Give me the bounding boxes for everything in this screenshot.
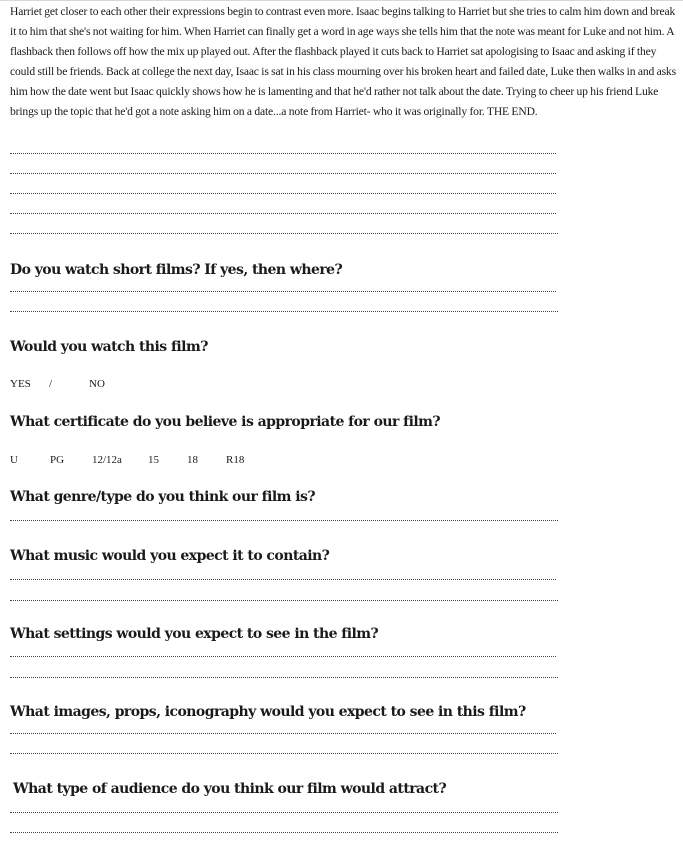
question-settings: What settings would you expect to see in the film?	[10, 626, 379, 642]
answer-line[interactable]	[10, 656, 556, 657]
question-music: What music would you expect it to contain?	[10, 548, 330, 564]
question-short-films: Do you watch short films? If yes, then where?	[10, 262, 343, 278]
answer-line[interactable]	[10, 733, 556, 734]
answer-line[interactable]	[10, 832, 558, 833]
option-separator: /	[49, 378, 53, 390]
question-images: What images, props, iconography would you expect to see in this film?	[10, 704, 526, 720]
answer-line[interactable]	[10, 600, 558, 601]
certificate-option-u[interactable]: U	[10, 454, 18, 466]
answer-line[interactable]	[10, 193, 556, 194]
answer-line[interactable]	[10, 291, 556, 292]
answer-line[interactable]	[10, 579, 556, 580]
option-no[interactable]: NO	[89, 378, 105, 390]
answer-line[interactable]	[10, 311, 558, 312]
answer-line[interactable]	[10, 677, 558, 678]
question-genre: What genre/type do you think our film is?	[10, 489, 315, 505]
film-synopsis: Harriet get closer to each other their expressions begin to contrast even more. Isaac begins talking to Harriet but she tries to calm him down and break it to him that she's not waiting for him. When Harriet can finally get a word in age ways she tells him that the note was meant for Luke and not him. A flashback then follows off how the mix up played out. After the flashback played it cuts back to Harriet sat apologising to Isaac and asking if they could still be friends. Back at college the next day, Isaac is sat in his class mourning over his broken heart and failed date, Luke then walks in and asks him how the date went but Isaac quickly shows how he is lamenting and that he'd rather not talk about the date. Trying to cheer up his friend Luke brings up the topic that he'd got a note asking him on a date...a note from Harriet- who it was originally for. THE END.	[10, 5, 676, 118]
certificate-option-18[interactable]: 18	[187, 454, 198, 466]
answer-line[interactable]	[10, 233, 558, 234]
certificate-option-12[interactable]: 12/12a	[92, 454, 122, 466]
question-audience: What type of audience do you think our film would attract?	[13, 781, 447, 797]
answer-line[interactable]	[10, 753, 558, 754]
answer-line[interactable]	[10, 812, 558, 813]
top-divider	[0, 0, 683, 1]
certificate-option-pg[interactable]: PG	[50, 454, 65, 466]
certificate-option-15[interactable]: 15	[148, 454, 159, 466]
answer-line[interactable]	[10, 213, 556, 214]
answer-line[interactable]	[10, 173, 556, 174]
question-certificate: What certificate do you believe is appropriate for our film?	[10, 414, 441, 430]
certificate-option-r18[interactable]: R18	[226, 454, 245, 466]
question-watch-film: Would you watch this film?	[10, 339, 208, 355]
answer-line[interactable]	[10, 153, 556, 154]
answer-line[interactable]	[10, 520, 558, 521]
option-yes[interactable]: YES	[10, 378, 31, 390]
